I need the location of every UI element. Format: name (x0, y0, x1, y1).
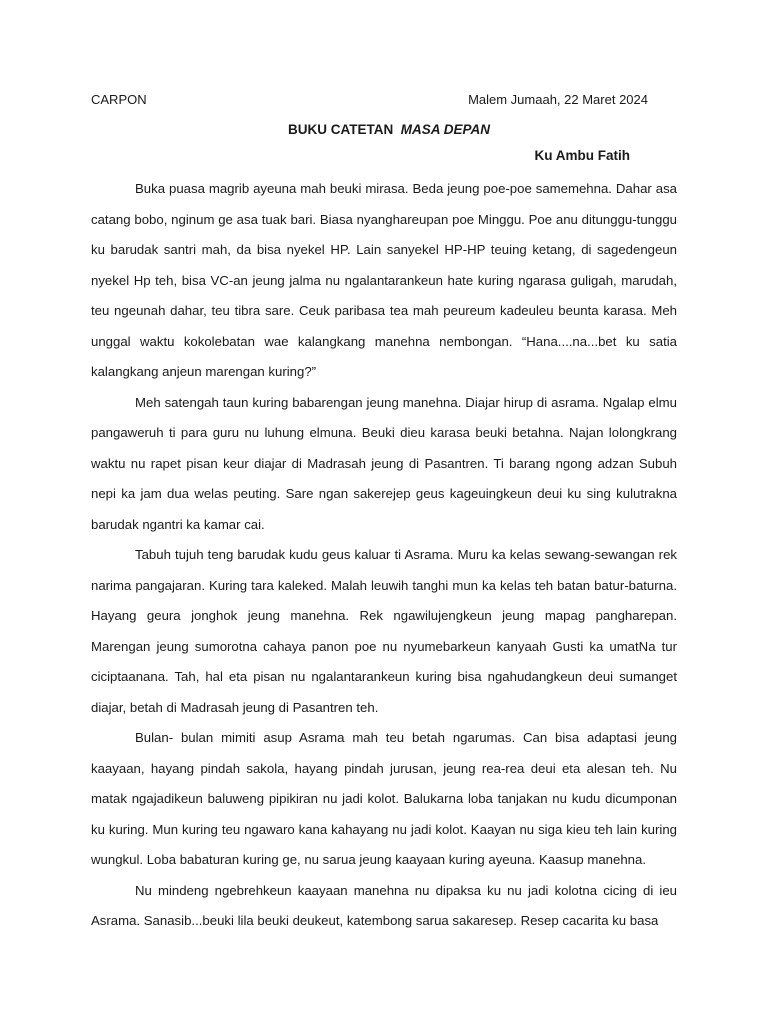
paragraph: Nu mindeng ngebrehkeun kaayaan manehna nu dipaksa ku nu jadi kolotna cicing di ieu Asrama. Sanasib...beuki lila beuki deukeut, katembong sarua sakaresep. Resep cacarita ku basa (91, 882, 677, 928)
paragraph: Tabuh tujuh teng barudak kudu geus kaluar ti Asrama. Muru ka kelas sewang-sewangan rek narima pangajaran. Kuring tara kaleked. Malah leuwih tanghi mun ka kelas teh batan batur-baturna. Hayang geura jonghok jeung manehna. Rek ngawilujengkeun jeung mapag pangharepan. Marengan jeung sumorotna cahaya panon poe nu nyumebarkeun kanyaah Gusti ka umatNa tur ciciptaanana. Tah, hal eta pisan nu ngalantarankeun kuring bisa ngahudangkeun deui sumanget diajar, betah di Madrasah jeung di Pasantren teh. (91, 547, 677, 715)
paragraph: Bulan- bulan mimiti asup Asrama mah teu betah ngarumas. Can bisa adaptasi jeung kaayaan, hayang pindah sakola, hayang pindah jurusan, jeung rea-rea deui eta alesan teh. Nu matak ngajadikeun baluweng pipikiran nu jadi kolot. Balukarna loba tanjakan nu kudu dicumponan ku kuring. Mun kuring teu ngawaro kana kahayang nu jadi kolot. Kaayan nu siga kieu teh lain kuring wungkul. Loba babaturan kuring ge, nu sarua jeung kaayaan kuring ayeuna. Kaasup manehna. (91, 730, 677, 867)
title-main: BUKU CATETAN (287, 122, 394, 137)
story-body (91, 174, 677, 937)
paragraph: Buka puasa magrib ayeuna mah beuki mirasa. Beda jeung poe-poe samemehna. Dahar asa catang bobo, nginum ge asa tuak bari. Biasa nyanghareupan poe Minggu. Poe anu ditunggu-tunggu ku barudak santri mah, da bisa nyekel HP. Lain sanyekel HP-HP teuing ketang, di sagedengeun nyekel Hp teh, bisa VC-an jeung jalma nu ngalantarankeun hate kuring ngarasa guligah, marudah, teu ngeunah dahar, teu tibra sare. Ceuk paribasa tea mah peureum kadeuleu beunta karasa. Meh unggal waktu kokolebatan wae kalangkang manehna nembongan. “Hana....na...bet ku satia kalangkang anjeun marengan kuring?” (91, 181, 677, 379)
paragraph: Meh satengah taun kuring babarengan jeung manehna. Diajar hirup di asrama. Ngalap elmu pangaweruh ti para guru nu luhung elmuna. Beuki dieu karasa beuki betahna. Najan lolongkrang waktu nu rapet pisan keur diajar di Madrasah jeung di Pasantren. Ti barang ngong adzan Subuh nepi ka jam dua welas peuting. Sare ngan sakerejep geus kageuingkeun deui ku sing kulutrakna barudak ngantri ka kamar cai. (91, 394, 677, 532)
genre-label: CARPON (91, 92, 147, 107)
author-byline: Ku Ambu Fatih (534, 148, 630, 163)
document-page (91, 92, 677, 937)
title-italic: MASA DEPAN (400, 122, 491, 137)
story-title (91, 122, 677, 142)
document-header (91, 92, 677, 114)
date-label: Malem Jumaah, 22 Maret 2024 (468, 92, 648, 107)
